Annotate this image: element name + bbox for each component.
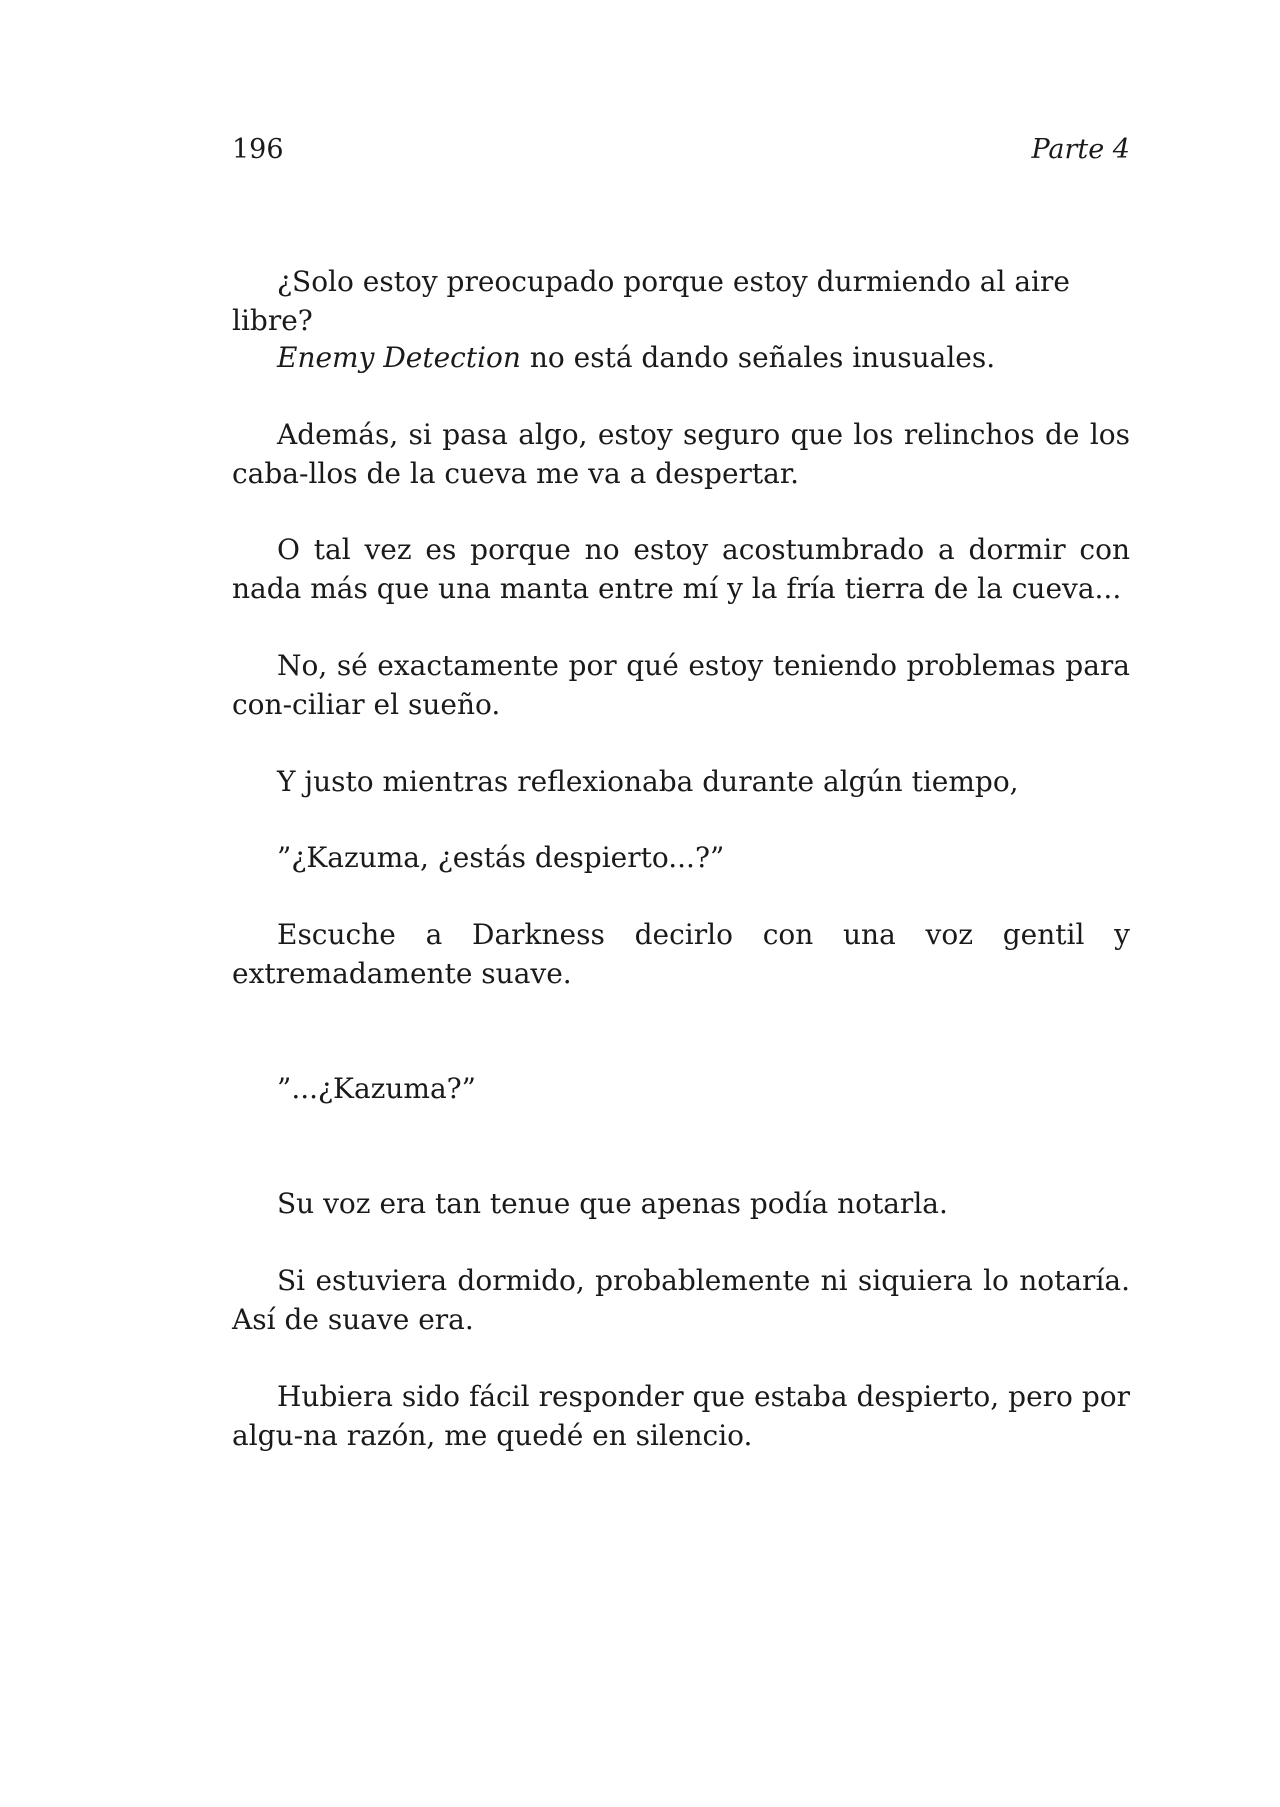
page-header [232, 130, 1130, 170]
paragraph-text: O tal vez es porque no estoy acostumbrado a dormir con nada más que una manta entre mí y la fría tierra de la cueva... [232, 533, 1130, 605]
dialogue-line [232, 838, 1130, 877]
dialogue-line [232, 1069, 1130, 1108]
paragraph-text: Su voz era tan tenue que apenas podía notarla. [277, 1187, 948, 1220]
paragraph [232, 530, 1130, 608]
paragraph [232, 1184, 1130, 1223]
paragraph [232, 338, 1130, 377]
paragraph-text: Si estuviera dormido, probablemente ni siquiera lo notaría. Así de suave era. [232, 1264, 1130, 1336]
paragraph-text: ”¿Kazuma, ¿estás despierto...?” [277, 841, 725, 874]
paragraph [232, 262, 1130, 340]
paragraph [232, 415, 1130, 493]
running-head: Parte 4 [1031, 134, 1130, 165]
paragraph-text: ¿Solo estoy preocupado porque estoy durmiendo al aire libre? [232, 265, 1070, 337]
skill-name: Enemy Detection [277, 341, 521, 374]
paragraph-text: Y justo mientras reflexionaba durante algún tiempo, [277, 765, 1019, 798]
paragraph-text: Escuche a Darkness decirlo con una voz gentil y extremadamente suave. [232, 918, 1130, 990]
paragraph-text: No, sé exactamente por qué estoy teniendo problemas para con-ciliar el sueño. [232, 649, 1130, 721]
paragraph-text: no está dando señales inusuales. [520, 341, 996, 374]
paragraph [232, 915, 1130, 993]
paragraph [232, 1377, 1130, 1455]
paragraph [232, 646, 1130, 724]
paragraph-text: ”...¿Kazuma?” [277, 1072, 476, 1105]
paragraph-text: Hubiera sido fácil responder que estaba despierto, pero por algu-na razón, me quedé en silencio. [232, 1380, 1130, 1452]
page-number: 196 [232, 134, 284, 165]
paragraph-text: Además, si pasa algo, estoy seguro que los relinchos de los caba-llos de la cueva me va a despertar. [232, 418, 1130, 490]
paragraph [232, 1261, 1130, 1339]
paragraph [232, 762, 1130, 801]
